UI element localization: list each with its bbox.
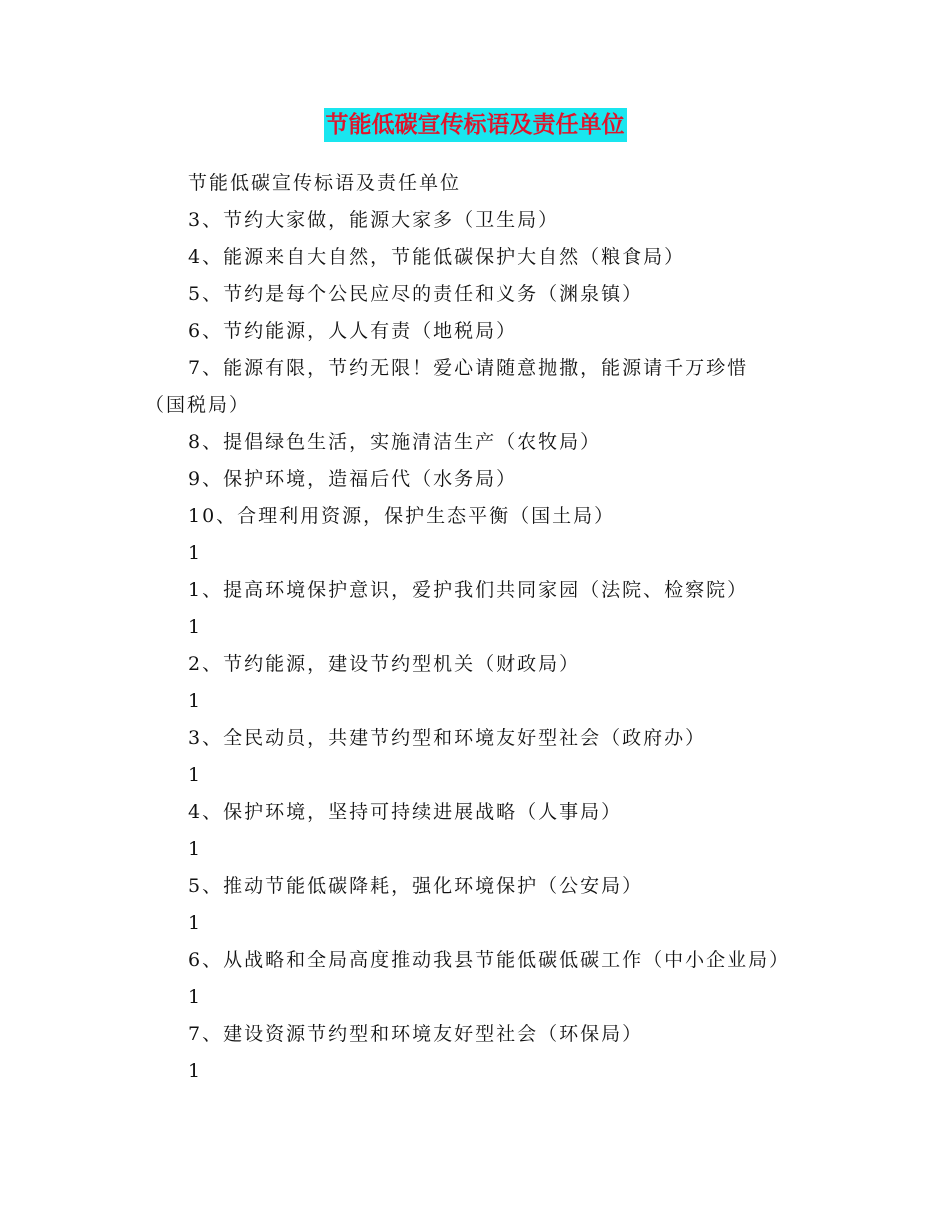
- text-line: 1: [188, 542, 203, 564]
- text-line: 1: [188, 838, 203, 860]
- text-line: 4、能源来自大自然，节能低碳保护大自然（粮食局）: [188, 246, 686, 268]
- text-line: 1: [188, 1060, 203, 1082]
- text-line: 1: [188, 690, 203, 712]
- document-title: 节能低碳宣传标语及责任单位: [324, 108, 627, 142]
- text-line: 1: [188, 616, 203, 638]
- text-line: 6、节约能源，人人有责（地税局）: [188, 320, 518, 342]
- text-line: 节能低碳宣传标语及责任单位: [188, 172, 462, 194]
- text-line: 10、合理利用资源，保护生态平衡（国土局）: [188, 505, 616, 527]
- text-line: 8、提倡绿色生活，实施清洁生产（农牧局）: [188, 431, 602, 453]
- text-line: 3、节约大家做，能源大家多（卫生局）: [188, 209, 560, 231]
- text-line: 1: [188, 764, 203, 786]
- text-line: 1: [188, 986, 203, 1008]
- text-line: 3、全民动员，共建节约型和环境友好型社会（政府办）: [188, 727, 707, 749]
- text-line: 2、节约能源，建设节约型机关（财政局）: [188, 653, 581, 675]
- text-line: （国税局）: [145, 394, 251, 416]
- text-line: 7、建设资源节约型和环境友好型社会（环保局）: [188, 1023, 644, 1045]
- document-body: [145, 165, 825, 1090]
- title-container: [0, 108, 950, 142]
- text-line: 9、保护环境，造福后代（水务局）: [188, 468, 518, 490]
- text-line: 5、节约是每个公民应尽的责任和义务（渊泉镇）: [188, 283, 644, 305]
- text-line: 6、从战略和全局高度推动我县节能低碳低碳工作（中小企业局）: [188, 949, 791, 971]
- text-line: 5、推动节能低碳降耗，强化环境保护（公安局）: [188, 875, 644, 897]
- text-line: 1、提高环境保护意识，爱护我们共同家园（法院、检察院）: [188, 579, 749, 601]
- text-line: 7、能源有限，节约无限！爱心请随意抛撒，能源请千万珍惜: [188, 357, 749, 379]
- text-line: 1: [188, 912, 203, 934]
- text-line: 4、保护环境，坚持可持续进展战略（人事局）: [188, 801, 623, 823]
